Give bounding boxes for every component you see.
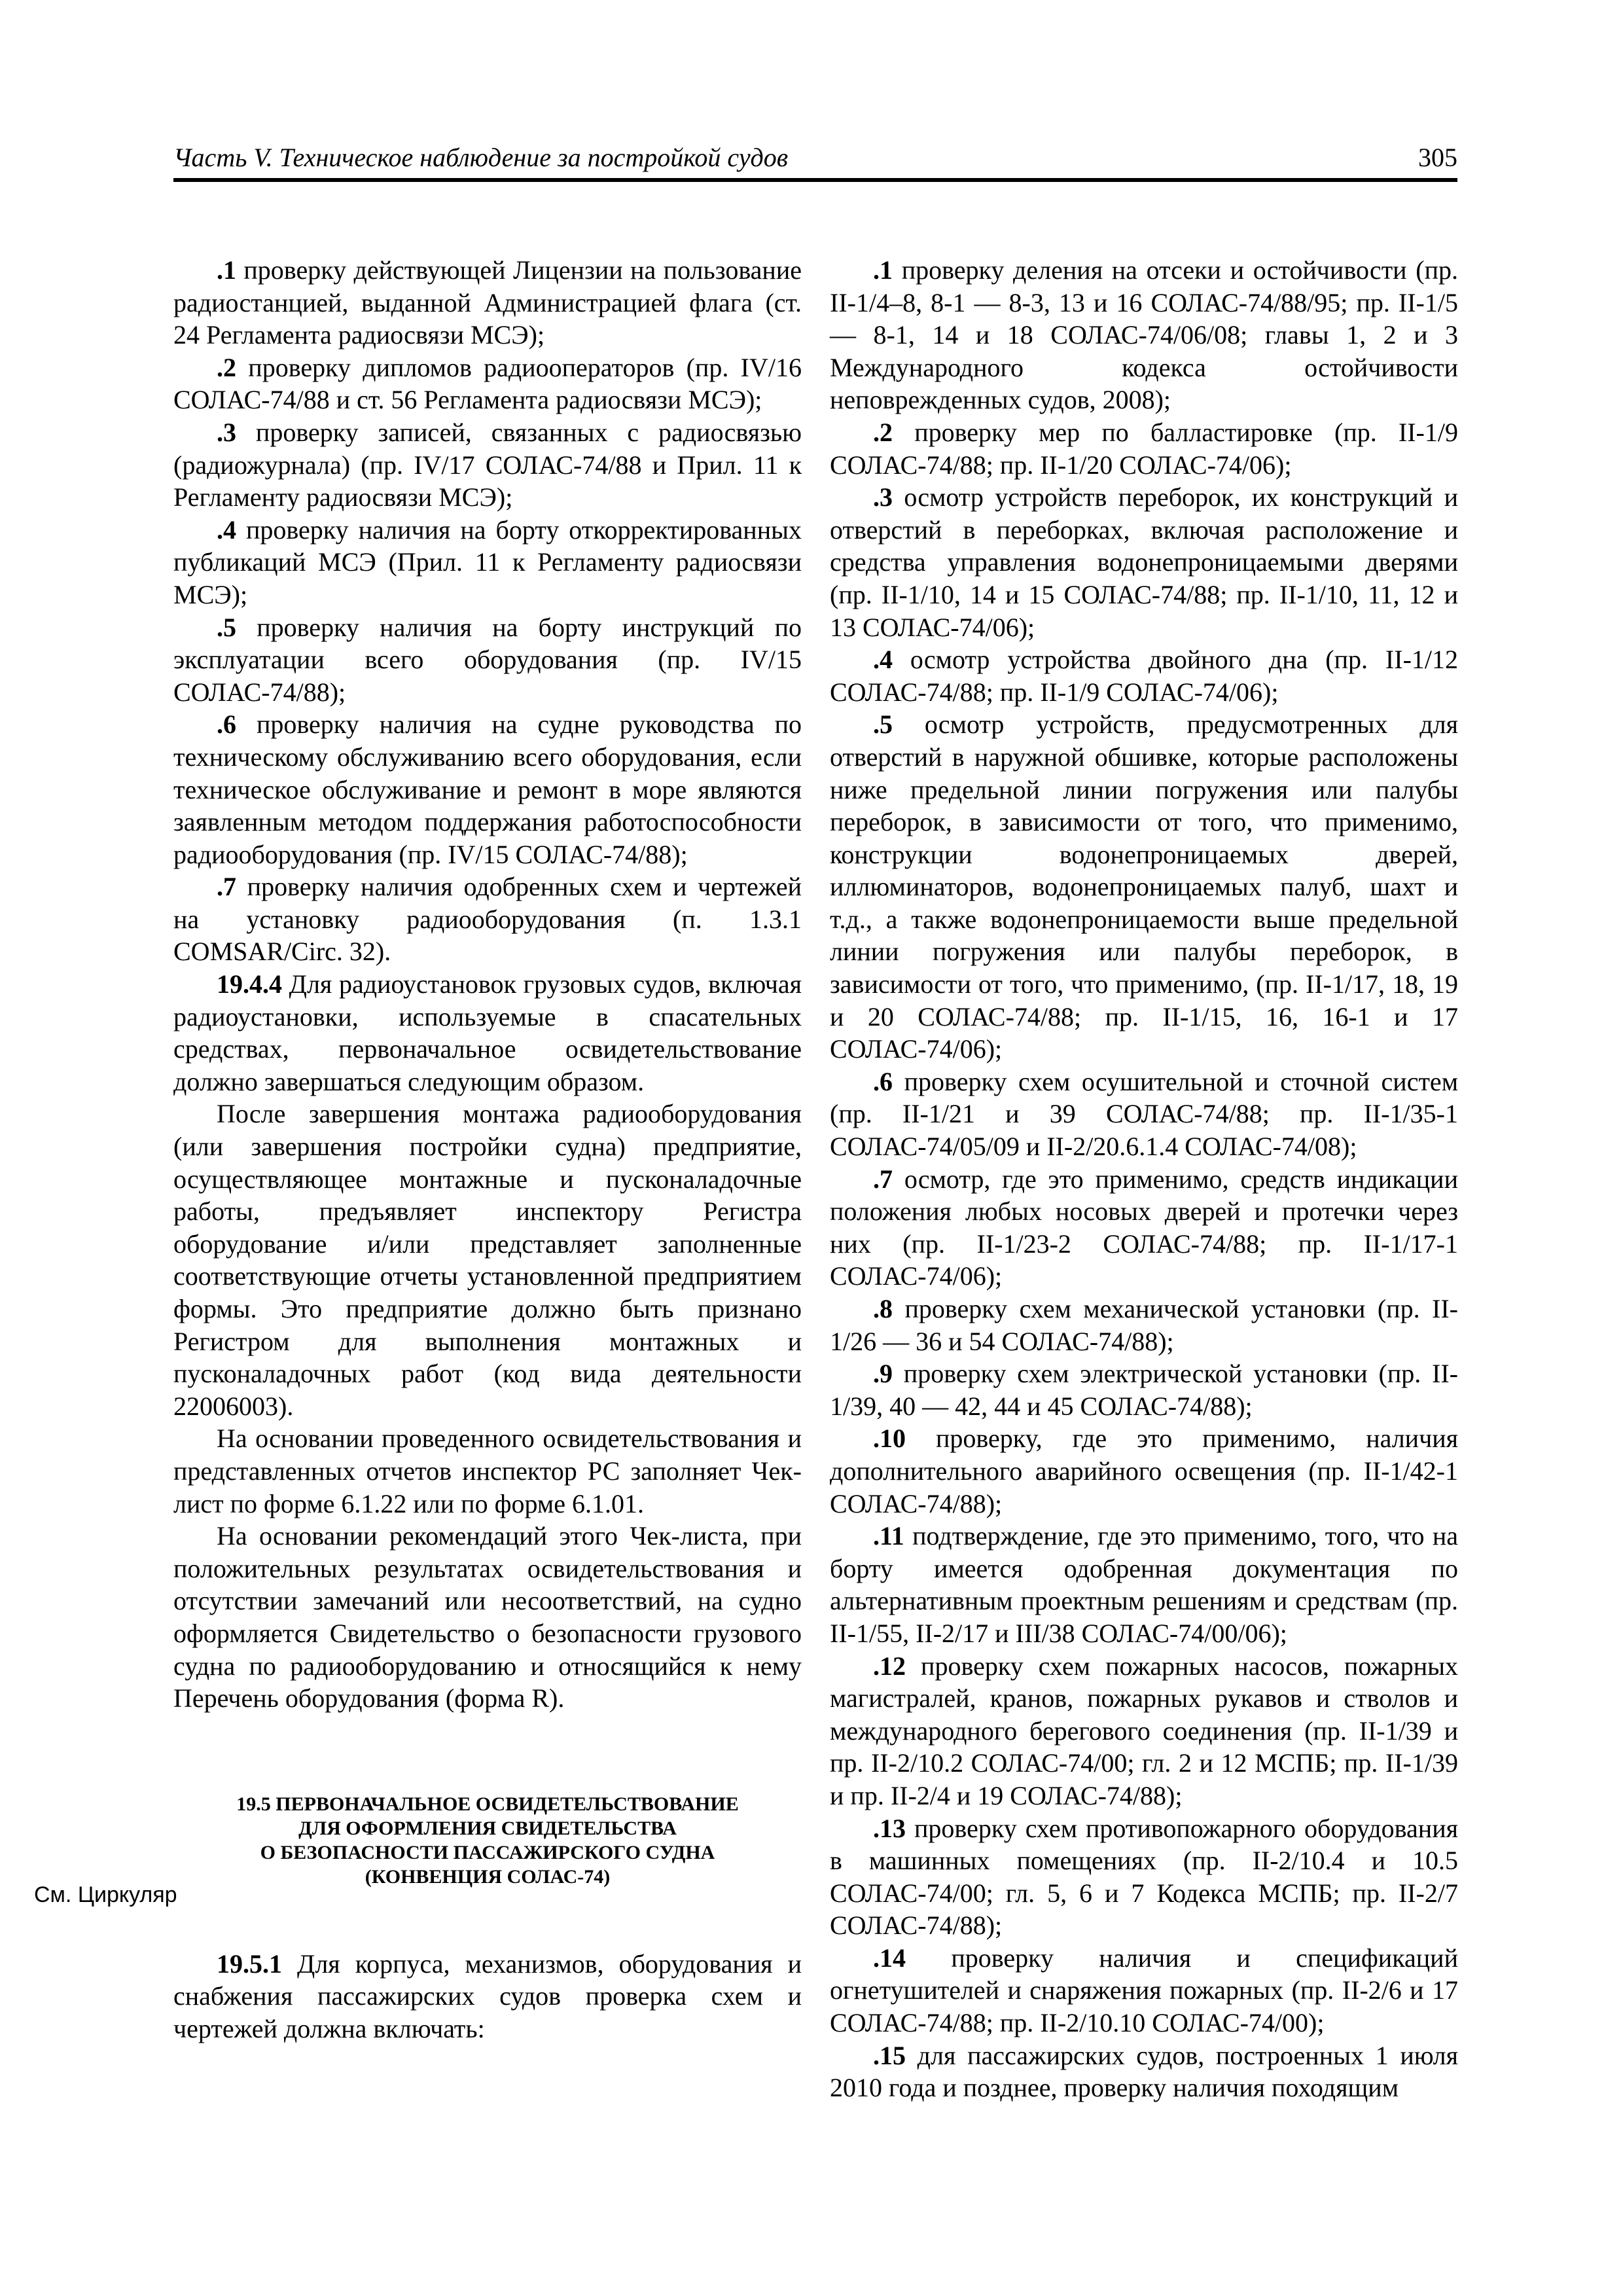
item-number: .11 <box>873 1521 904 1551</box>
paragraph <box>830 1812 1458 1942</box>
section-heading-line: (КОНВЕНЦИЯ СОЛАС-74) <box>365 1865 611 1888</box>
paragraph <box>830 1520 1458 1649</box>
item-number: .15 <box>873 2040 906 2070</box>
item-text: осмотр устройств, предусмотренных для отверстий в наружной обшивке, которые расположены ниже предельной линии погружения или палубы переборок, в зависимости от того, что применимо, конструкции водонепроницаемых дверей, иллюминаторов, водонепроницаемых палуб, шахт и т.д., а также водонепроницаемости выше предельной линии погружения или палубы переборок, в зависимости от того, что применимо, (пр. II-1/17, 18, 19 и 20 СОЛАС-74/88; пр. II-1/15, 16, 16-1 и 17 СОЛАС-74/06); <box>830 709 1458 1064</box>
item-text: проверку схем пожарных насосов, пожарных магистралей, кранов, пожарных рукавов и стволов и международного берегового соединения (пр. II-1/39 и пр. II-2/10.2 СОЛАС-74/00; гл. 2 и 12 МСПБ; пр. II-1/39 и пр. II-2/4 и 19 СОЛАС-74/88); <box>830 1651 1458 1810</box>
paragraph <box>173 351 802 416</box>
clause-text: Для корпуса, механизмов, оборудования и снабжения пассажирских судов проверка схем и чертежей должна включать: <box>173 1948 802 2043</box>
item-number: .4 <box>873 645 893 675</box>
clause-text: Для радиоустановок грузовых судов, включая радиоустановки, используемые в спасательных средствах, первоначальное освидетельствование должно завершаться следующим образом. <box>173 969 802 1096</box>
paragraph <box>173 611 802 709</box>
paragraph <box>173 1422 802 1520</box>
item-text: проверку, где это применимо, наличия дополнительного аварийного освещения (пр. II-1/42-1 СОЛАС-74/88); <box>830 1424 1458 1518</box>
item-text: осмотр устройств переборок, их конструкций и отверстий в переборках, включая расположение и средства управления водонепроницаемыми дверями (пр. II-1/10, 14 и 15 СОЛАС-74/88; пр. II-1/10, 11, 12 и 13 СОЛАС-74/06); <box>830 482 1458 642</box>
item-text: проверку мер по балластировке (пр. II-1/9 СОЛАС-74/88; пр. II-1/20 СОЛАС-74/06); <box>830 417 1458 480</box>
paragraph <box>830 1942 1458 2039</box>
page-number: 305 <box>1418 143 1457 172</box>
section-heading-line: ДЛЯ ОФОРМЛЕНИЯ СВИДЕТЕЛЬСТВА <box>298 1817 677 1839</box>
item-text: проверку дипломов радиооператоров (пр. IV/16 СОЛАС-74/88 и ст. 56 Регламента радиосвязи МСЭ); <box>173 352 802 415</box>
item-text: проверку действующей Лицензии на пользование радиостанцией, выданной Администрацией флага (ст. 24 Регламента радиосвязи МСЭ); <box>173 255 802 350</box>
item-number: .6 <box>217 709 236 740</box>
item-text: проверку схем противопожарного оборудования в машинных помещениях (пр. II-2/10.4 и 10.5 СОЛАС-74/00; гл. 5, 6 и 7 Кодекса МСПБ; пр. II-2/7 СОЛАС-74/88); <box>830 1813 1458 1941</box>
header-title: Часть V. Техническое наблюдение за постройкой судов <box>173 143 789 172</box>
item-number: .2 <box>873 417 893 447</box>
item-text: проверку записей, связанных с радиосвязью (радиожурнала) (пр. IV/17 СОЛАС-74/88 и Прил. 11 к Регламенту радиосвязи МСЭ); <box>173 417 802 512</box>
paragraph <box>173 1948 802 2045</box>
item-text: проверку схем электрической установки (пр. II-1/39, 40 — 42, 44 и 45 СОЛАС-74/88); <box>830 1359 1458 1421</box>
paragraph <box>173 708 802 870</box>
paragraph <box>830 1357 1458 1422</box>
item-number: .14 <box>873 1943 906 1973</box>
margin-note-circular: См. Циркуляр <box>34 1882 177 1907</box>
right-column <box>830 254 1458 2104</box>
left-column <box>173 254 802 2045</box>
section-heading <box>173 1792 802 1889</box>
item-number: .3 <box>217 417 236 447</box>
paragraph <box>173 416 802 514</box>
paragraph <box>173 870 802 968</box>
item-number: .8 <box>873 1294 893 1323</box>
paragraph-text: На основании рекомендаций этого Чек-листа, при положительных результатах освидетельствования и отсутствии замечаний или несоответствий, на судно оформляется Свидетельство о безопасности грузового судна по радиооборудованию и относящийся к нему Перечень оборудования (форма R). <box>173 1521 802 1713</box>
item-number: .5 <box>873 709 893 740</box>
item-text: осмотр, где это применимо, средств индикации положения любых носовых дверей и протечки через них (пр. II-1/23-2 СОЛАС-74/88; пр. II-1/17-1 СОЛАС-74/06); <box>830 1164 1458 1291</box>
paragraph <box>173 514 802 611</box>
paragraph-text: После завершения монтажа радиооборудования (или завершения постройки судна) предприятие, осуществляющее монтажные и пусконаладочные работы, предъявляет инспектору Регистра оборудование и/или представляет заполненные соответствующие отчеты установленной предприятием формы. Это предприятие должно быть признано Регистром для выполнения монтажных и пусконаладочных работ (код вида деятельности 22006003). <box>173 1099 802 1421</box>
item-number: .6 <box>873 1066 893 1096</box>
item-number: .13 <box>873 1813 906 1843</box>
item-number: .7 <box>873 1164 893 1194</box>
paragraph <box>830 1293 1458 1357</box>
item-text: проверку схем осушительной и сточной систем (пр. II-1/21 и 39 СОЛАС-74/88; пр. II-1/35-1 СОЛАС-74/05/09 и II-2/20.6.1.4 СОЛАС-74/08); <box>830 1066 1458 1162</box>
paragraph <box>830 481 1458 643</box>
item-text: проверку наличия на судне руководства по техническому обслуживанию всего оборудования, если техническое обслуживание и ремонт в море являются заявленным методом поддержания работоспособности радиооборудования (пр. IV/15 СОЛАС-74/88); <box>173 709 802 869</box>
item-number: .7 <box>217 872 236 902</box>
item-number: .10 <box>873 1424 906 1454</box>
clause-number: 19.4.4 <box>217 969 282 999</box>
paragraph <box>830 708 1458 1066</box>
paragraph <box>173 968 802 1098</box>
item-number: .4 <box>217 514 236 545</box>
item-number: .9 <box>873 1359 893 1389</box>
item-text: проверку наличия одобренных схем и чертежей на установку радиооборудования (п. 1.3.1 COMSAR/Circ. 32). <box>173 872 802 967</box>
item-text: для пассажирских судов, построенных 1 июля 2010 года и позднее, проверку наличия походящим <box>830 2040 1458 2103</box>
paragraph-text: На основании проведенного освидетельствования и представленных отчетов инспектор РС заполняет Чек-лист по форме 6.1.22 или по форме 6.1.01. <box>173 1424 802 1518</box>
paragraph <box>173 1098 802 1422</box>
item-number: .5 <box>217 612 236 642</box>
item-text: осмотр устройства двойного дна (пр. II-1/12 СОЛАС-74/88; пр. II-1/9 СОЛАС-74/06); <box>830 645 1458 707</box>
item-number: .3 <box>873 482 893 512</box>
paragraph <box>173 1520 802 1715</box>
paragraph <box>830 1163 1458 1293</box>
paragraph <box>830 416 1458 481</box>
item-text: проверку наличия и спецификаций огнетушителей и снаряжения пожарных (пр. II-2/6 и 17 СОЛАС-74/88; пр. II-2/10.10 СОЛАС-74/00); <box>830 1943 1458 2038</box>
item-text: проверку наличия на борту инструкций по эксплуатации всего оборудования (пр. IV/15 СОЛАС-74/88); <box>173 612 802 707</box>
item-text: проверку наличия на борту откорректированных публикаций МСЭ (Прил. 11 к Регламенту радиосвязи МСЭ); <box>173 514 802 609</box>
item-number: .1 <box>873 255 893 285</box>
clause-number: 19.5.1 <box>217 1948 282 1979</box>
paragraph <box>830 1066 1458 1163</box>
item-text: подтверждение, где это применимо, того, что на борту имеется одобренная документация по альтернативным проектным решениям и средствам (пр. II-1/55, II-2/17 и III/38 СОЛАС-74/00/06); <box>830 1521 1458 1648</box>
paragraph <box>173 254 802 351</box>
paragraph <box>830 643 1458 708</box>
item-number: .12 <box>873 1651 906 1681</box>
item-text: проверку деления на отсеки и остойчивости (пр. II-1/4–8, 8-1 — 8-3, 13 и 16 СОЛАС-74/88/95; пр. II-1/5 — 8-1, 14 и 18 СОЛАС-74/06/08; главы 1, 2 и 3 Международного кодекса остойчивости неповрежденных судов, 2008); <box>830 255 1458 415</box>
section-heading-line: 19.5 ПЕРВОНАЧАЛЬНОЕ ОСВИДЕТЕЛЬСТВОВАНИЕ <box>236 1793 739 1815</box>
paragraph <box>830 1650 1458 1812</box>
item-number: .1 <box>217 255 236 285</box>
paragraph <box>830 2039 1458 2104</box>
item-text: проверку схем механической установки (пр. II-1/26 — 36 и 54 СОЛАС-74/88); <box>830 1294 1458 1356</box>
running-header <box>173 140 1457 182</box>
paragraph <box>830 254 1458 416</box>
item-number: .2 <box>217 352 236 382</box>
section-heading-line: О БЕЗОПАСНОСТИ ПАССАЖИРСКОГО СУДНА <box>260 1841 715 1863</box>
paragraph <box>830 1422 1458 1520</box>
